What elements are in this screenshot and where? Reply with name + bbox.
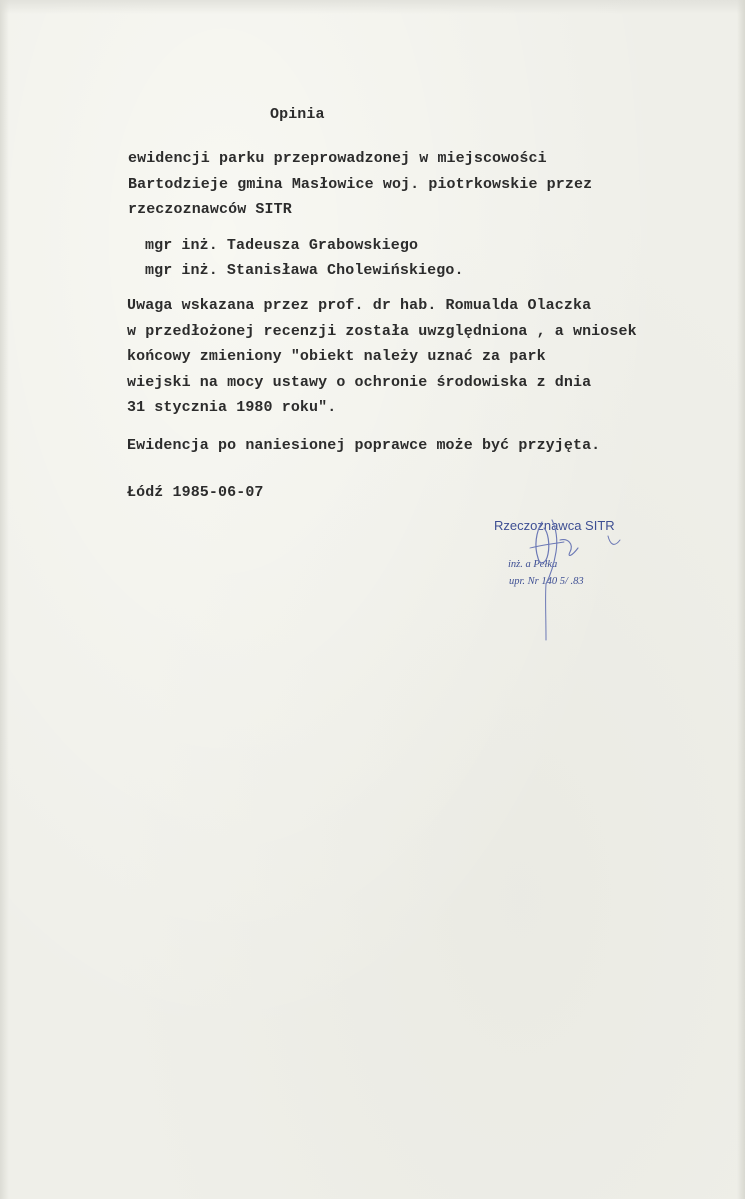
document-title: Opinia [270, 106, 325, 123]
body-line: Uwaga wskazana przez prof. dr hab. Romualda Olaczka [127, 297, 592, 314]
stamp-license-line: upr. Nr 140 5/ .83 [509, 576, 584, 587]
body-line: końcowy zmieniony "obiekt należy uznać za park [127, 348, 546, 365]
intro-line: rzeczoznawców SITR [128, 201, 292, 218]
paper-edge-left [0, 0, 9, 1199]
stamp-title: Rzeczoznawca SITR [494, 518, 615, 533]
expert-name: mgr inż. Stanisława Cholewińskiego. [145, 262, 464, 279]
conclusion-line: Ewidencja po naniesionej poprawce może być przyjęta. [127, 437, 601, 454]
paper-edge-top [0, 0, 745, 14]
body-line: wiejski na mocy ustawy o ochronie środowiska z dnia [127, 374, 592, 391]
paper-edge-right [737, 0, 745, 1199]
body-line: 31 stycznia 1980 roku". [127, 399, 337, 416]
intro-line: ewidencji parku przeprowadzonej w miejscowości [128, 150, 547, 167]
expert-name: mgr inż. Tadeusza Grabowskiego [145, 237, 419, 254]
body-line: w przedłożonej recenzji została uwzględniona , a wniosek [127, 323, 637, 340]
intro-line: Bartodzieje gmina Masłowice woj. piotrkowskie przez [128, 176, 593, 193]
handwritten-signature [512, 518, 632, 643]
place-date: Łódź 1985-06-07 [127, 484, 264, 501]
stamp-name-line: inż. a Pełka [508, 559, 558, 570]
